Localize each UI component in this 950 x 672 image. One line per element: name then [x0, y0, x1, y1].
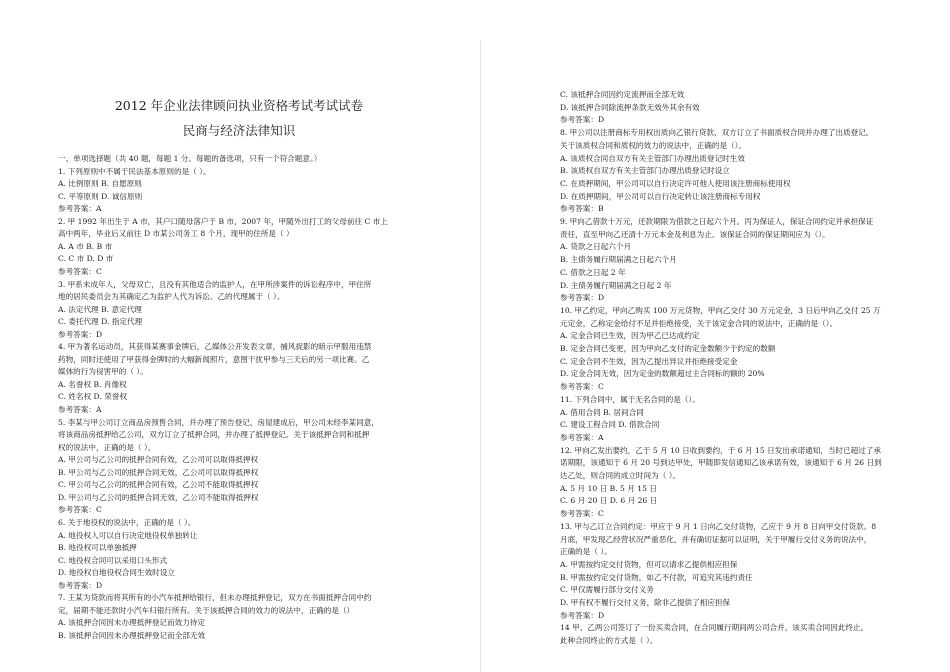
text-line: A. 该抵押合同因未办理抵押登记而效力待定	[58, 618, 205, 628]
text-line: 达乙处，则合同的成立时间为（ ）。	[560, 471, 681, 480]
text-line: A. 贷款之日起六个月	[560, 242, 632, 252]
text-line: A. 5 月 10 日 B. 5 月 15 日	[560, 483, 657, 493]
text-line: A. 地役权人可以自行决定地役权单独转让	[58, 530, 198, 540]
text-line: 8. 甲公司以注册商标专用权出质向乙银行贷款，双方订立了书面质权合同并办理了出质登记。	[560, 128, 874, 138]
text-line: 参考答案：D	[560, 293, 605, 303]
text-line: D. 在质押期间，甲公司可以自行决定转让该注册商标专用权	[560, 191, 761, 201]
text-line: 一、单项选择题（共 40 题，每题 1 分。每题的备选项，只有一个符合题意。）	[58, 154, 322, 163]
text-line: B. 地役权可以单独抵押	[58, 543, 137, 553]
text-line: A. 借用合同 B. 居间合同	[560, 407, 644, 417]
text-line: A. 法定代理 B. 意定代理	[58, 304, 142, 314]
text-line: B. 主债务履行期届满之日起六个月	[560, 255, 677, 265]
document-title: 2012 年企业法律顾问执业资格考试考试试卷	[114, 98, 364, 113]
text-line: A. 名誉权 B. 肖像权	[58, 379, 127, 389]
text-line: 元定金，乙称定金给付不足并拒绝接受，关于该定金合同的说法中，正确的是（）。	[560, 318, 838, 328]
text-line: 5. 李某与甲公司订立商品房预售合同，并办理了预告登记，房屋建成后，甲公司未经李某同意，	[58, 417, 379, 427]
text-line: 2. 甲 1992 年出生于 A 市，其户口随母落户于 B 市，2007 年，甲随外出打工的父母前往 C 市上	[58, 216, 388, 226]
text-line: 将该商品房抵押给乙公司，双方订立了抵押合同，并办理了抵押登记。关于该抵押合同和抵押	[58, 430, 370, 440]
text-line: A. 该质权合同自双方有关主管部门办理出质登记时生效	[560, 153, 745, 163]
text-line: A. A 市 B. B 市	[58, 241, 113, 251]
text-line: 4. 甲为著名运动员，其获得某赛事金牌后，乙媒体公开发表文章，捕风捉影的暗示甲服用违禁	[58, 342, 372, 352]
text-line: 此种合同终止的方式是（ ）。	[560, 636, 658, 646]
text-line: 地的居民委员会为其确定乙为监护人代为诉讼。乙的代理属于（ ）。	[58, 292, 285, 302]
text-line: 月底，甲发现乙经营状况严重恶化，并有确切证据可以证明，关于甲履行交付义务的说法中，	[560, 534, 872, 544]
text-line: 责任，直至甲向乙还清十万元本金及利息为止。该保证合同的保证期间应为（）。	[560, 229, 830, 239]
text-line: 定，届期不能还款时小汽车归银行所有。关于该抵押合同的效力的说法中，正确的是（）	[58, 605, 355, 615]
text-line: 14 甲、乙两公司签订了一份买卖合同，在合同履行期间两公司合并，该买卖合同因此终止。	[560, 623, 869, 633]
text-line: C. 地役权合同可以采用口头形式	[58, 555, 168, 565]
text-line: 参考答案：C	[58, 505, 102, 515]
text-line: 9. 甲向乙借款十万元，还款期限为借款之日起六个月。丙为保证人，保证合同约定并承担保证	[560, 217, 874, 226]
text-line: C. 甲仅需履行部分交付义务	[560, 585, 654, 595]
text-line: C. C 市 D. D 市	[58, 254, 114, 264]
text-line: C. 姓名权 D. 荣誉权	[58, 392, 127, 402]
text-line: D. 地役权自地役权合同生效时设立	[58, 568, 175, 578]
text-line: 6. 关于地役权的说法中，正确的是（ ）。	[58, 517, 196, 527]
right-page	[484, 0, 950, 672]
text-line: 参考答案：A	[58, 405, 102, 414]
text-line: C. 委托代理 D. 指定代理	[58, 317, 143, 327]
text-line: B. 该抵押合同因未办理抵押登记而全部无效	[58, 630, 206, 640]
text-line: 关于该质权合同和质权的效力的说法中，正确的是（）。	[560, 140, 747, 150]
text-line: 参考答案：D	[58, 580, 103, 590]
text-line: 诺期限，该通知于 6 月 20 号到达甲处，甲随即发信通知乙该承诺有效，该通知于 6 月 26 日到	[560, 458, 882, 468]
text-line: B. 该质权自双方有关主管部门办理出质登记时设立	[560, 166, 730, 176]
text-line: 参考答案：B	[560, 204, 604, 214]
text-line: 3. 甲系未成年人，父母双亡，且没有其他适合的监护人，在甲所涉案件的诉讼程序中，甲住所	[58, 279, 372, 289]
text-line: 参考答案：C	[560, 509, 604, 519]
document-subtitle: 民商与经济法律知识	[182, 123, 296, 138]
text-line: C. 借款之日起 2 年	[560, 267, 626, 277]
text-line: 参考答案：C	[58, 266, 102, 276]
text-line: 参考答案：A	[58, 204, 102, 214]
text-line: D. 主债务履行期届满之日起 2 年	[560, 280, 672, 290]
text-line: 药物，同时还使用了甲获得金牌时的大幅新闻照片，意图干扰甲参与三天后的另一项比赛。乙	[58, 354, 370, 364]
text-line: 正确的是（ ）。	[560, 547, 612, 557]
text-line: 13. 甲与乙订立合同约定：甲应于 9 月 1 日向乙交付货物，乙应于 9 月 8 日向甲交付货款。8	[560, 521, 877, 531]
text-line: 媒体的行为侵害甲的（ ）。	[58, 367, 148, 377]
text-line: 参考答案：D	[560, 610, 605, 620]
text-line: A. 甲需按约定交付货物，但可以请求乙提供相应担保	[560, 559, 738, 569]
text-line: C. 平等原则 D. 诚信原则	[58, 191, 143, 201]
text-line: 11. 下列合同中，属于无名合同的是（）。	[560, 394, 700, 404]
text-line: C. 定金合同不生效，因为乙提出异议并拒绝接受定金	[560, 356, 738, 366]
text-line: B. 甲公司与乙公司的抵押合同无效，乙公司可以取得抵押权	[58, 467, 259, 477]
text-line: C. 该抵押合同因约定流押而全部无效	[560, 90, 685, 99]
text-line: 参考答案：D	[58, 329, 103, 339]
text-line: A. 定金合同已生效，因为甲乙已达成约定	[560, 331, 700, 341]
text-line: A. 甲公司与乙公司的抵押合同有效，乙公司可以取得抵押权	[58, 455, 259, 465]
text-line: B. 定金合同已变更，因为甲向乙支付的定金数额少于约定的数额	[560, 344, 776, 353]
text-line: C. 甲公司与乙公司的抵押合同有效，乙公司不能取得抵押权	[58, 480, 259, 490]
text-line: B. 甲需按约定交付货物，如乙不付款，可追究其违约责任	[560, 572, 753, 582]
text-line: 1. 下列原则中不属于民法基本原则的是（ ）。	[58, 166, 211, 176]
text-line: D. 甲有权不履行交付义务，除非乙提供了相应担保	[560, 598, 731, 607]
text-line: C. 在质押期间，甲公司可以自行决定许可他人使用该注册商标使用权	[560, 178, 791, 188]
text-line: C. 建设工程合同 D. 借款合同	[560, 420, 660, 430]
text-line: A. 比例原则 B. 自愿原则	[58, 179, 142, 189]
text-line: 10. 甲乙约定，甲向乙购买 100 万元货物，甲向乙交付 30 万元定金，3 日后甲向乙交付 25 万	[560, 305, 881, 315]
text-line: C. 6 月 20 日 D. 6 月 26 日	[560, 496, 658, 506]
page-divider	[480, 40, 481, 672]
text-line: 12. 甲向乙发出要约，乙于 5 月 10 日收到要约，于 6 月 15 日发出承诺通知，当时已超过了承	[560, 445, 881, 455]
text-line: 高中两年，毕业后又前往 D 市某公司务工 8 个月，现甲的住所是（ ）	[58, 229, 294, 239]
text-line: 参考答案：A	[560, 432, 604, 442]
text-line: 参考答案：C	[560, 382, 604, 392]
text-line: 7. 王某为贷款而将其所有的小汽车抵押给银行，但未办理抵押登记，双方在书面抵押合同中约	[58, 593, 372, 603]
text-line: 权的说法中，正确的是（ ）。	[58, 442, 156, 452]
text-line: D. 甲公司与乙公司的抵押合同无效，乙公司不能取得抵押权	[58, 492, 259, 502]
text-line: 参考答案：D	[560, 115, 605, 125]
text-line: D. 定金合同无效，因为定金的数额超过主合同标的额的 20%	[560, 369, 765, 379]
text-line: D. 该抵押合同除流押条款无效外其余有效	[560, 102, 700, 112]
